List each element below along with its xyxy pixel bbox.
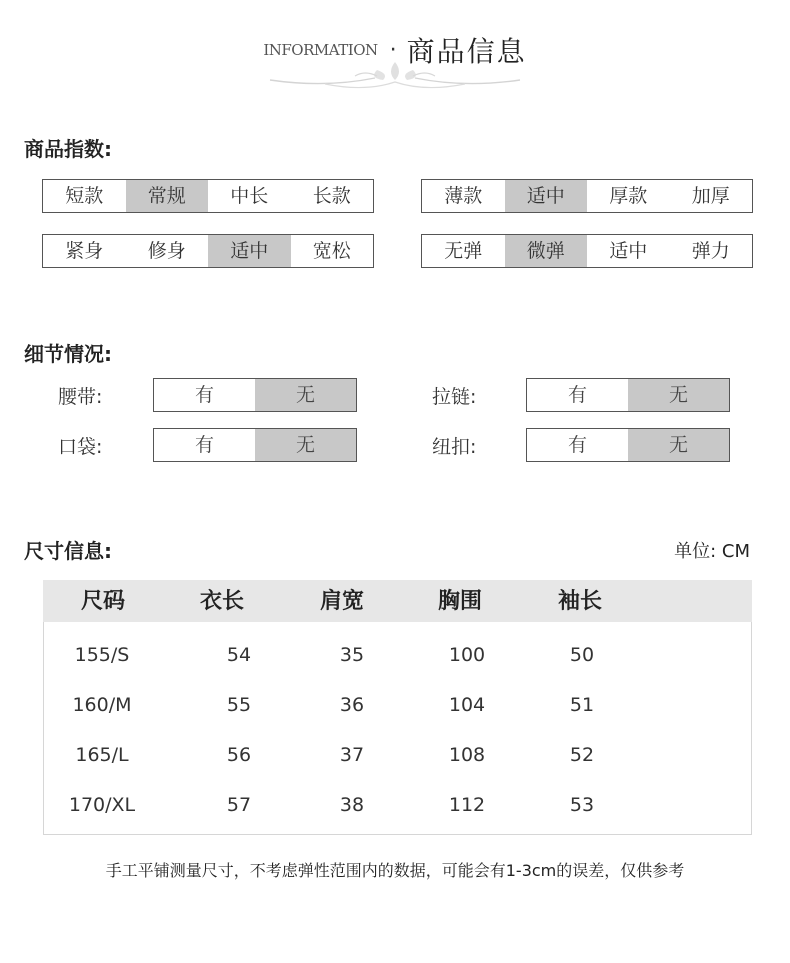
toggle-option-yes: 有 [194, 384, 214, 406]
table-header [43, 580, 752, 622]
table-cell: 56 [226, 744, 252, 766]
table-cell: 108 [448, 744, 486, 766]
toggle-option-no: 无 [628, 429, 729, 461]
detail-label-zipper: 拉链: [432, 386, 477, 408]
table-row [44, 680, 751, 730]
toggle-option-no: 无 [255, 379, 356, 411]
column-header: 尺码 [80, 589, 125, 614]
table-cell: 35 [339, 644, 365, 666]
table-cell: 54 [226, 644, 252, 666]
index-group-elasticity [421, 234, 753, 268]
toggle-pocket [153, 428, 357, 462]
index-section-title: 商品指数: [24, 137, 112, 161]
index-option: 短款 [65, 185, 104, 207]
header [0, 14, 790, 94]
unit-label: 单位: CM [674, 541, 750, 562]
table-cell: 38 [339, 794, 365, 816]
index-option: 无弹 [444, 240, 483, 262]
table-cell: 104 [448, 694, 486, 716]
table-cell: 36 [339, 694, 365, 716]
index-option-selected: 适中 [208, 235, 291, 267]
column-header: 衣长 [199, 589, 244, 614]
table-row [44, 730, 751, 780]
index-option: 修身 [147, 240, 186, 262]
column-header: 肩宽 [319, 589, 364, 614]
index-option: 适中 [609, 240, 648, 262]
table-cell: 37 [339, 744, 365, 766]
index-option: 紧身 [65, 240, 104, 262]
toggle-option-no: 无 [255, 429, 356, 461]
toggle-zipper [526, 378, 730, 412]
toggle-option-yes: 有 [567, 384, 587, 406]
column-header: 袖长 [557, 589, 602, 614]
table-row [44, 780, 751, 830]
index-group-thickness [421, 179, 753, 213]
title-separator: · [389, 37, 397, 63]
index-option: 厚款 [609, 185, 648, 207]
table-cell: 100 [448, 644, 486, 666]
index-option-selected: 适中 [505, 180, 588, 212]
table-cell: 170/XL [68, 794, 136, 816]
size-table [43, 580, 752, 835]
table-cell: 55 [226, 694, 252, 716]
table-cell: 50 [569, 644, 595, 666]
index-option: 长款 [312, 185, 351, 207]
ornament-divider [265, 58, 525, 92]
index-option: 宽松 [312, 240, 351, 262]
toggle-option-yes: 有 [194, 434, 214, 456]
toggle-button [526, 428, 730, 462]
index-option-selected: 微弹 [505, 235, 588, 267]
index-group-length [42, 179, 374, 213]
table-cell: 160/M [72, 694, 132, 716]
table-cell: 112 [448, 794, 486, 816]
index-option: 中长 [230, 185, 269, 207]
detail-section-title: 细节情况: [24, 342, 112, 366]
title-cn: 商品信息 [406, 35, 527, 68]
table-cell: 51 [569, 694, 595, 716]
table-cell: 155/S [74, 644, 130, 666]
index-option: 薄款 [444, 185, 483, 207]
index-group-fit [42, 234, 374, 268]
detail-label-belt: 腰带: [58, 386, 103, 408]
column-header: 胸围 [437, 589, 482, 614]
size-section-title: 尺寸信息: [24, 539, 112, 563]
table-cell: 57 [226, 794, 252, 816]
index-option-selected: 常规 [126, 180, 209, 212]
index-option: 弹力 [691, 240, 730, 262]
table-cell: 165/L [75, 744, 129, 766]
detail-label-pocket: 口袋: [58, 436, 103, 458]
table-cell: 53 [569, 794, 595, 816]
table-row [44, 630, 751, 680]
measurement-note: 手工平铺测量尺寸，不考虑弹性范围内的数据，可能会有1-3cm的误差，仅供参考 [105, 861, 685, 880]
toggle-belt [153, 378, 357, 412]
toggle-option-no: 无 [628, 379, 729, 411]
toggle-option-yes: 有 [567, 434, 587, 456]
table-cell: 52 [569, 744, 595, 766]
index-option: 加厚 [691, 185, 730, 207]
title-en: INFORMATION [263, 41, 378, 59]
detail-label-button: 纽扣: [432, 436, 477, 458]
